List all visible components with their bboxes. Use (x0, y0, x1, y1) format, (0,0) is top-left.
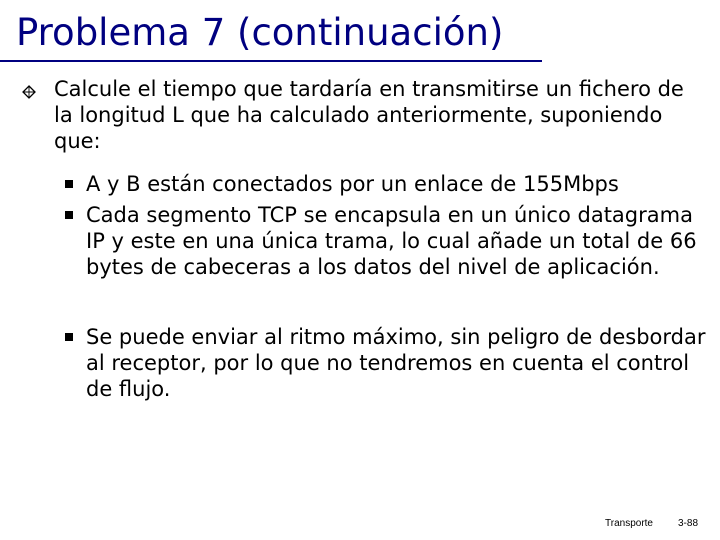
square-bullet-icon (64, 179, 74, 189)
diamond-bullet-icon (22, 85, 36, 99)
title-underline (0, 60, 542, 62)
footer-section-label: Transporte (605, 518, 653, 529)
main-bullet-text: Calcule el tiempo que tardaría en transmitirse un fichero de la longitud L que ha calculado anteriormente, suponiendo que: (54, 77, 684, 153)
square-bullet-icon (64, 332, 74, 342)
page-number: 3-88 (678, 518, 699, 529)
square-bullet-icon (64, 210, 74, 220)
sub-bullet-text: Cada segmento TCP se encapsula en un único datagrama IP y este en una única trama, lo cual añade un total de 66 bytes de cabeceras a los datos del nivel de aplicación. (86, 203, 697, 279)
sub-bullet-text: A y B están conectados por un enlace de 155Mbps (86, 172, 619, 196)
sub-bullet-text: Se puede enviar al ritmo máximo, sin peligro de desbordar al receptor, por lo que no tendremos en cuenta el control de flujo. (86, 325, 706, 401)
page-title: Problema 7 (continuación) (16, 11, 504, 54)
